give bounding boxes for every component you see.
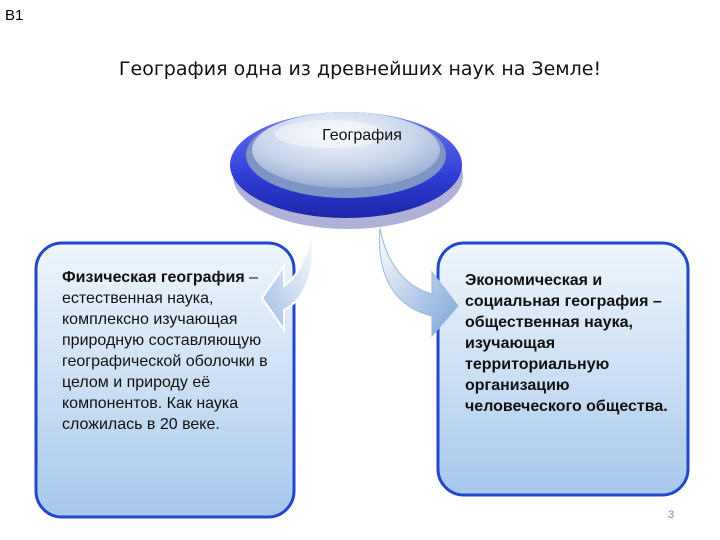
page-number: 3 (668, 509, 675, 521)
left-box-text (62, 267, 292, 435)
slide-title: География одна из древнейших наук на Земле! (118, 58, 602, 80)
left-box-body: – естественная наука, комплексно изучающая природную составляющую географической оболочки в целом и природу её компонентов. Как наука сложилась в 20 веке. (62, 269, 268, 433)
left-box-heading: Физическая география (62, 269, 245, 286)
center-label: География (322, 127, 402, 144)
slide-label: В1 (5, 7, 24, 24)
right-box-text: Экономическая и социальная география – общественная наука, изучающая территориальную организацию человеческого общества. (465, 272, 668, 415)
